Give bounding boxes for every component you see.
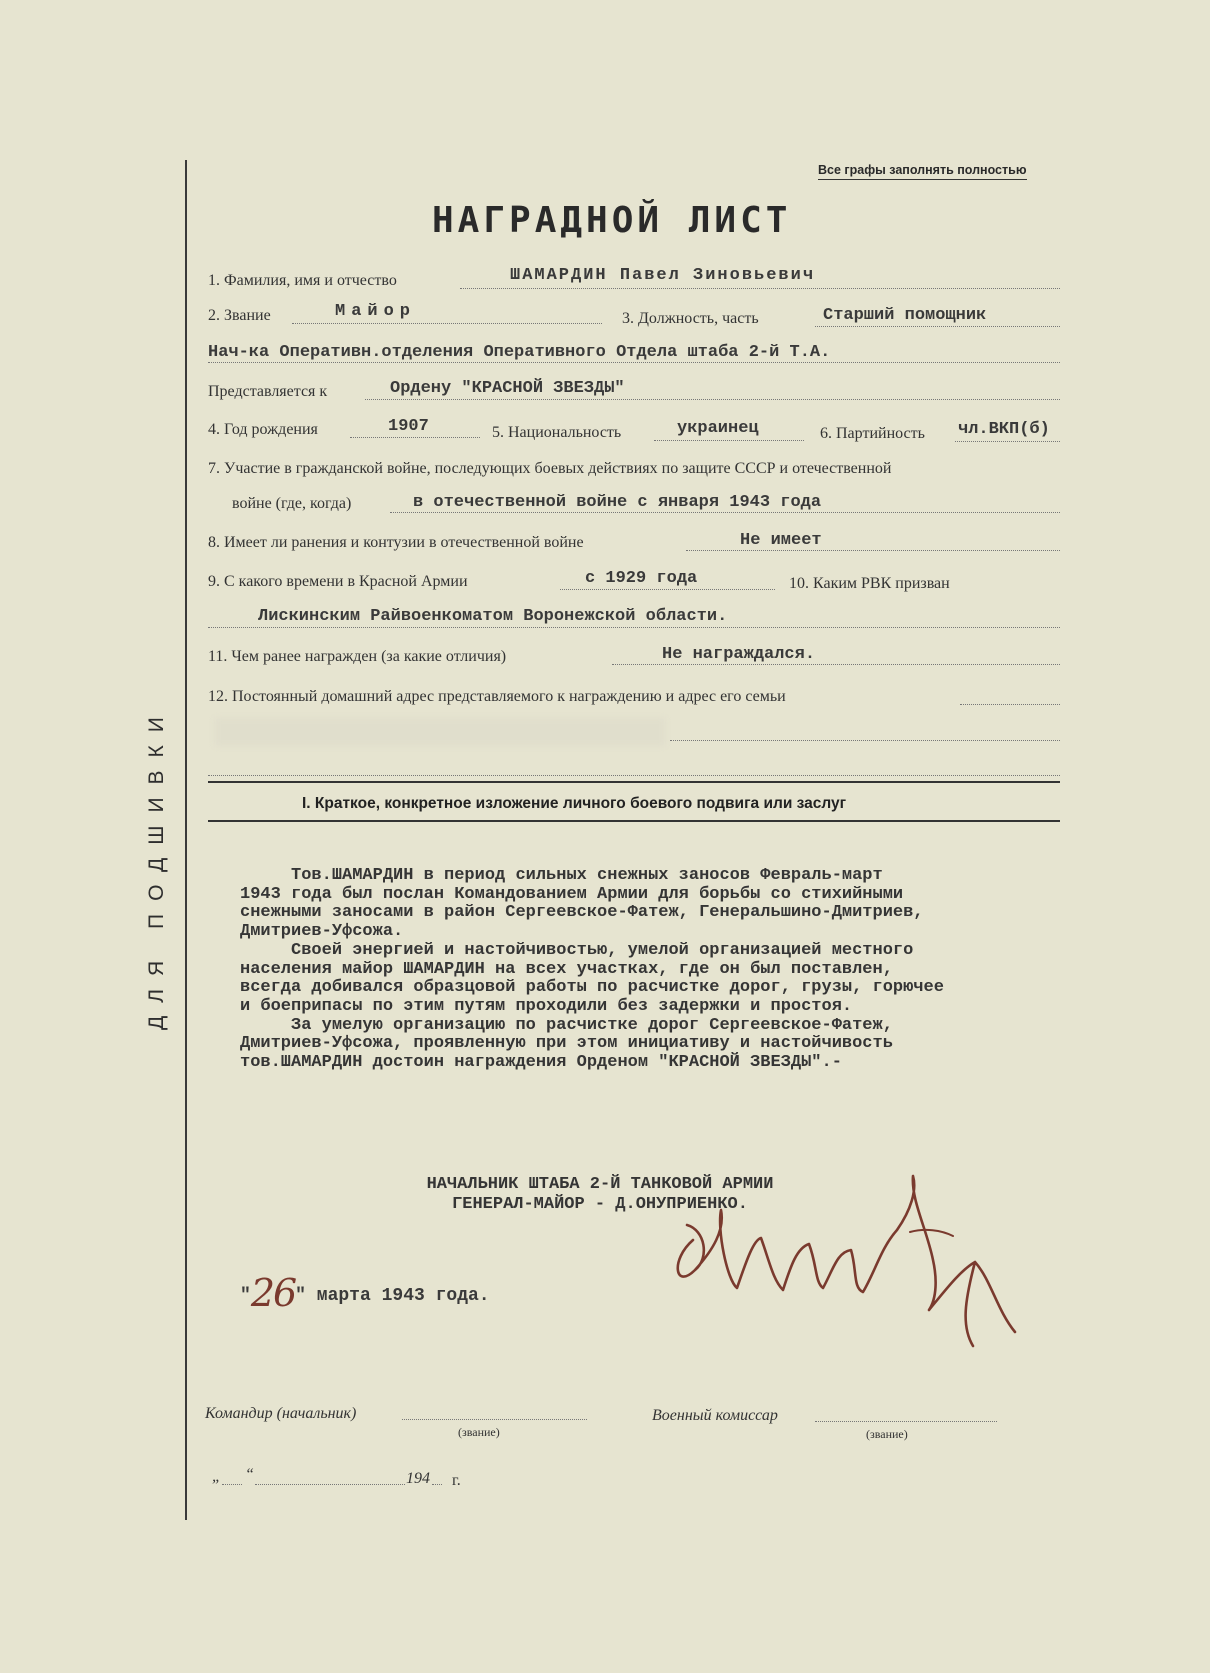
field-8-line xyxy=(686,550,1060,551)
footer-day-line xyxy=(222,1484,242,1485)
date-quote-open: " xyxy=(240,1286,251,1306)
section-top-rule xyxy=(208,781,1060,783)
narrative-line: всегда добивался образцовой работы по расчистке дорог, грузы, горючее xyxy=(240,978,944,998)
narrative-line: и боеприпасы по этим путям проходили без задержки и простоя. xyxy=(240,996,853,1016)
narrative-line: Дмитриев-Уфсожа. xyxy=(240,922,404,942)
footer-month-line xyxy=(255,1484,405,1485)
binding-margin-line xyxy=(185,160,187,1520)
section-bottom-rule xyxy=(208,820,1060,822)
field-3-line-2 xyxy=(208,362,1060,363)
footer-date-open: „ xyxy=(212,1468,221,1485)
footer-year-line xyxy=(432,1484,442,1485)
date-rest: " марта 1943 года. xyxy=(295,1286,490,1306)
field-4-line xyxy=(350,437,480,438)
commander-rank: (звание) xyxy=(458,1425,500,1439)
presented-value: Ордену "КРАСНОЙ ЗВЕЗДЫ" xyxy=(390,379,625,398)
field-7-value: в отечественной войне с января 1943 года xyxy=(413,493,822,512)
field-12-line-2 xyxy=(670,740,1060,741)
field-9-label: 9. С какого времени в Красной Армии xyxy=(208,573,468,590)
field-6-line xyxy=(955,441,1060,442)
field-7-line xyxy=(390,512,1060,513)
field-10-label: 10. Каким РВК призван xyxy=(789,575,950,592)
field-8-label: 8. Имеет ли ранения и контузии в отечественной войне xyxy=(208,534,584,551)
section-title: I. Краткое, конкретное изложение личного боевого подвига или заслуг xyxy=(302,795,847,812)
signer-title: НАЧАЛЬНИК ШТАБА 2-Й ТАНКОВОЙ АРМИИ xyxy=(426,1175,774,1194)
field-3-value: Старший помощник xyxy=(823,306,987,325)
presented-label: Представляется к xyxy=(208,383,328,400)
narrative-line: 1943 года был послан Командованием Армии для борьбы со стихийными xyxy=(240,884,904,904)
field-11-value: Не награждался. xyxy=(662,645,816,664)
field-5-line xyxy=(654,440,804,441)
field-1-value: ШАМАРДИН Павел Зиновьевич xyxy=(510,266,816,285)
field-12-line-1 xyxy=(960,704,1060,705)
field-1-label: 1. Фамилия, имя и отчество xyxy=(208,272,397,289)
date-day: 26 xyxy=(250,1271,296,1315)
field-8-value: Не имеет xyxy=(740,531,822,550)
field-9-line xyxy=(560,589,775,590)
top-note: Все графы заполнять полностью xyxy=(818,163,1027,180)
commissar-line xyxy=(815,1421,997,1422)
narrative-line: Дмитриев-Уфсожа, проявленную при этом инициативу и настойчивость xyxy=(240,1034,893,1054)
date-line xyxy=(240,1265,490,1315)
narrative-line: населения майор ШАМАРДИН на всех участках, где он был поставлен, xyxy=(240,959,893,979)
signer-name: ГЕНЕРАЛ-МАЙОР - Д.ОНУПРИЕНКО. xyxy=(452,1195,748,1214)
footer-year: 194 xyxy=(406,1470,430,1487)
field-3-line xyxy=(815,326,1060,327)
field-12-label: 12. Постоянный домашний адрес представляемого к награждению и адрес его семьи xyxy=(208,688,786,705)
field-2-line xyxy=(292,323,602,324)
field-12-line-3 xyxy=(208,775,1060,776)
field-4-value: 1907 xyxy=(388,417,429,436)
narrative-line: За умелую организацию по расчистке дорог Сергеевское-Фатеж, xyxy=(240,1015,893,1035)
field-10-line xyxy=(208,627,1060,628)
field-7-label-2: войне (где, когда) xyxy=(232,495,352,512)
narrative-line: снежными заносами в район Сергеевское-Фатеж, Генеральшино-Дмитриев, xyxy=(240,903,924,923)
field-7-label: 7. Участие в гражданской войне, последующих боевых действиях по защите СССР и отечественной xyxy=(208,460,892,477)
footer-date-close: “ xyxy=(245,1466,254,1483)
narrative xyxy=(240,867,944,1073)
field-2-label: 2. Звание xyxy=(208,307,271,324)
field-9-value: с 1929 года xyxy=(585,569,698,588)
commissar-label: Военный комиссар xyxy=(652,1407,778,1424)
field-6-label: 6. Партийность xyxy=(820,425,925,442)
commander-line xyxy=(402,1419,587,1420)
narrative-line: Своей энергией и настойчивостью, умелой организацией местного xyxy=(240,940,914,960)
field-11-line xyxy=(612,664,1060,665)
binding-label: ДЛЯ ПОДШИВКИ xyxy=(145,704,168,1030)
field-3-label: 3. Должность, часть xyxy=(622,310,759,327)
field-4-label: 4. Год рождения xyxy=(208,421,318,438)
narrative-line: Тов.ШАМАРДИН в период сильных снежных заносов Февраль-март xyxy=(240,866,883,885)
field-3-value-cont: Нач-ка Оперативн.отделения Оперативного Отдела штаба 2-й Т.А. xyxy=(208,343,831,362)
redacted-address xyxy=(215,718,665,746)
document-title: НАГРАДНОЙ ЛИСТ xyxy=(432,200,792,241)
field-6-value: чл.ВКП(б) xyxy=(958,420,1050,439)
signature xyxy=(665,1170,1035,1350)
field-2-value: Майор xyxy=(335,302,417,321)
commissar-rank: (звание) xyxy=(866,1427,908,1441)
field-1-line xyxy=(460,288,1060,289)
field-11-label: 11. Чем ранее награжден (за какие отличия) xyxy=(208,648,507,665)
field-5-label: 5. Национальность xyxy=(492,424,622,441)
narrative-line: тов.ШАМАРДИН достоин награждения Орденом "КРАСНОЙ ЗВЕЗДЫ".- xyxy=(240,1053,842,1073)
footer-year-suffix: г. xyxy=(452,1472,461,1489)
commander-label: Командир (начальник) xyxy=(205,1405,357,1422)
field-5-value: украинец xyxy=(677,419,759,438)
field-10-value: Лискинским Райвоенкоматом Воронежской области. xyxy=(258,607,728,626)
presented-line xyxy=(365,399,1060,400)
